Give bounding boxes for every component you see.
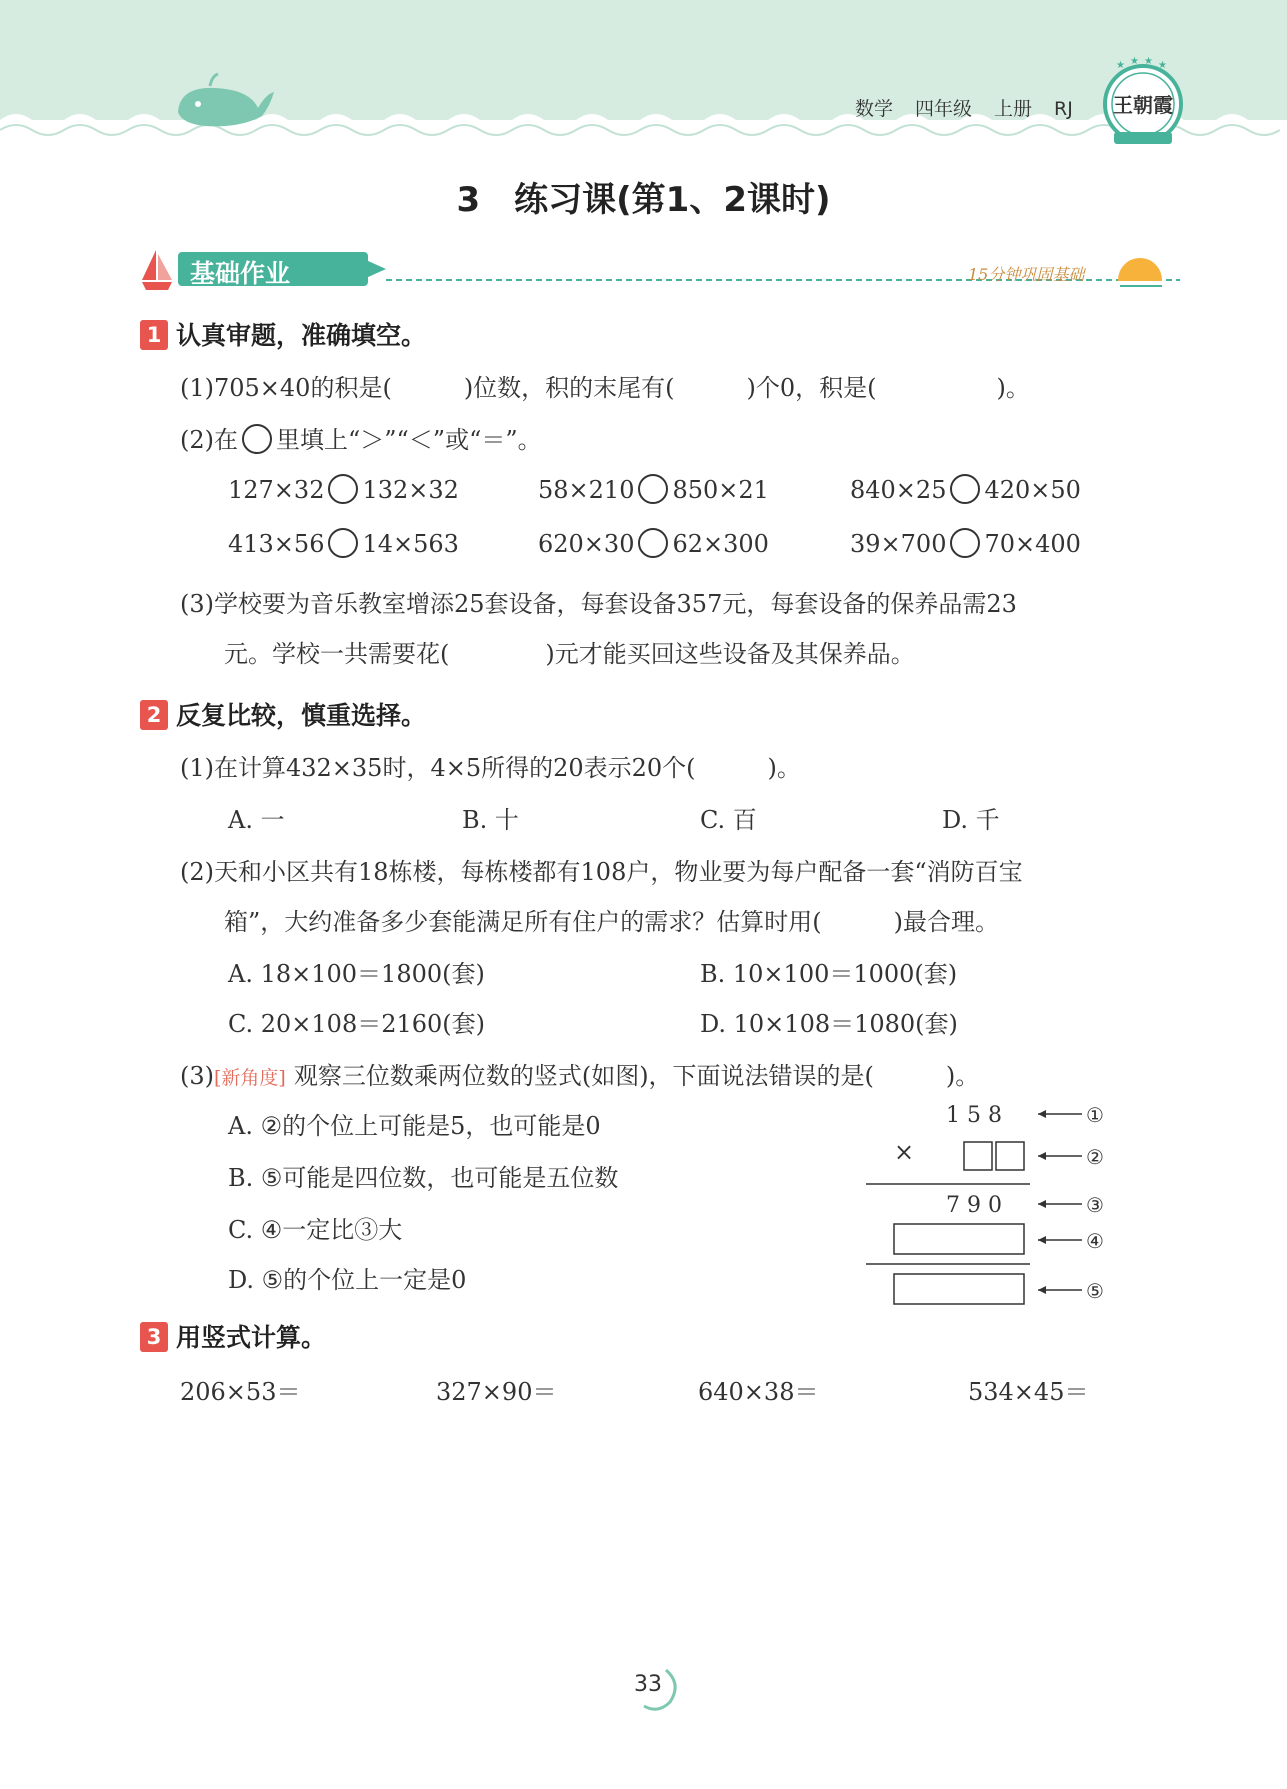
compare-circle-input[interactable] [328,474,358,504]
compare-right: 62×300 [672,530,769,558]
arrow-head [1038,1110,1046,1118]
q2-part2-line1: (2)天和小区共有18栋楼，每栋楼都有108户，物业要为每户配备一套“消防百宝 [180,858,1023,886]
svg-text:★: ★ [1144,56,1153,67]
label-3: ③ [1086,1193,1104,1217]
q1-number: 1 [140,320,168,350]
q2-part3-option-c[interactable]: C. ④一定比③大 [228,1216,403,1244]
header-grade: 四年级 [915,98,973,120]
compare-item [850,474,1081,504]
q2-part1-option-a[interactable]: A. 一 [228,806,285,834]
q2-part1: (1)在计算432×35时，4×5所得的20表示20个( )。 [180,754,801,782]
q2-part3-number: (3) [180,1062,214,1090]
q2-part3-text: 观察三位数乘两位数的竖式(如图)，下面说法错误的是( )。 [293,1062,980,1090]
circle-icon [242,424,272,454]
q2-part2-option-b[interactable]: B. 10×100＝1000(套) [700,960,958,988]
diagram-partial: 7 9 0 [946,1193,1002,1218]
header-edition: RJ [1054,98,1073,120]
calc-problem: 206×53＝ [180,1378,301,1406]
arrow-head [1038,1200,1046,1208]
diagram-multiplicand: 1 5 8 [946,1103,1002,1128]
svg-text:★: ★ [1158,60,1167,71]
q1-heading [140,316,426,352]
q3-heading-text: 用竖式计算。 [176,1323,327,1352]
product-box[interactable] [894,1274,1024,1304]
q2-part2-option-c[interactable]: C. 20×108＝2160(套) [228,1010,486,1038]
q1-part1: (1)705×40的积是( )位数，积的末尾有( )个0，积是( )。 [180,374,1030,402]
arrow-head [1038,1286,1046,1294]
compare-circle-input[interactable] [950,474,980,504]
q1-part3-line2: 元。学校一共需要花( )元才能买回这些设备及其保养品。 [224,640,915,668]
compare-left: 620×30 [538,530,635,558]
compare-left: 39×700 [850,530,947,558]
header-meta [855,94,1095,121]
label-2: ② [1086,1145,1104,1169]
section-hint: 15分钟巩固基础 [968,265,1085,284]
digit-box[interactable] [964,1142,992,1170]
q2-part3-option-b[interactable]: B. ⑤可能是四位数，也可能是五位数 [228,1164,619,1192]
calc-problem: 534×45＝ [968,1378,1089,1406]
q1-part2-suffix: 里填上“＞”“＜”或“＝”。 [276,426,542,454]
compare-item [228,474,459,504]
q2-part3-option-a[interactable]: A. ②的个位上可能是5，也可能是0 [228,1112,601,1140]
label-4: ④ [1086,1229,1104,1253]
q2-part2-option-a[interactable]: A. 18×100＝1800(套) [228,960,485,988]
q2-heading [140,696,426,732]
compare-right: 850×21 [672,476,769,504]
page-title: 3 练习课(第1、2课时) [456,180,831,220]
compare-right: 132×32 [362,476,459,504]
q2-part2-line2: 箱”，大约准备多少套能满足所有住户的需求？估算时用( )最合理。 [224,908,999,936]
q1-part2-prefix: (2)在 [180,426,238,454]
q2-part3-option-d[interactable]: D. ⑤的个位上一定是0 [228,1266,467,1294]
compare-left: 840×25 [850,476,947,504]
svg-text:★: ★ [1116,60,1125,71]
arrow-head [1038,1236,1046,1244]
digit-box[interactable] [996,1142,1024,1170]
compare-right: 420×50 [984,476,1081,504]
compare-circle-input[interactable] [950,528,980,558]
compare-right: 14×563 [362,530,459,558]
label-5: ⑤ [1086,1279,1104,1303]
compare-item [538,474,769,504]
q2-part1-option-d[interactable]: D. 千 [942,806,1000,834]
compare-item [228,528,459,558]
partial-box[interactable] [894,1224,1024,1254]
q2-part2-option-d[interactable]: D. 10×108＝1080(套) [700,1010,958,1038]
compare-left: 127×32 [228,476,325,504]
calc-problem: 327×90＝ [436,1378,557,1406]
brand-text: 王朝霞 [1113,93,1173,117]
q2-part1-option-b[interactable]: B. 十 [462,806,519,834]
q3-number: 3 [140,1322,168,1352]
q2-heading-text: 反复比较，慎重选择。 [176,701,427,730]
page-number: 33 [634,1672,662,1697]
q3-heading [140,1318,326,1354]
compare-circle-input[interactable] [328,528,358,558]
q1-heading-text: 认真审题，准确填空。 [176,321,427,350]
q1-part2 [180,420,542,455]
label-1: ① [1086,1103,1104,1127]
compare-item [538,528,769,558]
whale-icon [170,72,280,132]
q2-number: 2 [140,700,168,730]
compare-circle-input[interactable] [638,528,668,558]
compare-left: 413×56 [228,530,325,558]
section-label: 基础作业 [190,259,291,288]
multiplication-diagram [860,1098,1140,1318]
brand-logo [1100,56,1186,152]
header-subject: 数学 [855,98,894,120]
compare-circle-input[interactable] [638,474,668,504]
compare-right: 70×400 [984,530,1081,558]
calc-problem: 640×38＝ [698,1378,819,1406]
new-angle-tag: [新角度] [214,1067,286,1089]
q1-part3-line1: (3)学校要为音乐教室增添25套设备，每套设备357元，每套设备的保养品需23 [180,590,1017,618]
header-volume: 上册 [994,98,1033,120]
q2-part3 [180,1056,979,1091]
svg-text:★: ★ [1130,56,1139,67]
diagram-sign: × [894,1138,915,1166]
q2-part1-option-c[interactable]: C. 百 [700,806,757,834]
compare-left: 58×210 [538,476,635,504]
compare-item [850,528,1081,558]
arrow-head [1038,1152,1046,1160]
